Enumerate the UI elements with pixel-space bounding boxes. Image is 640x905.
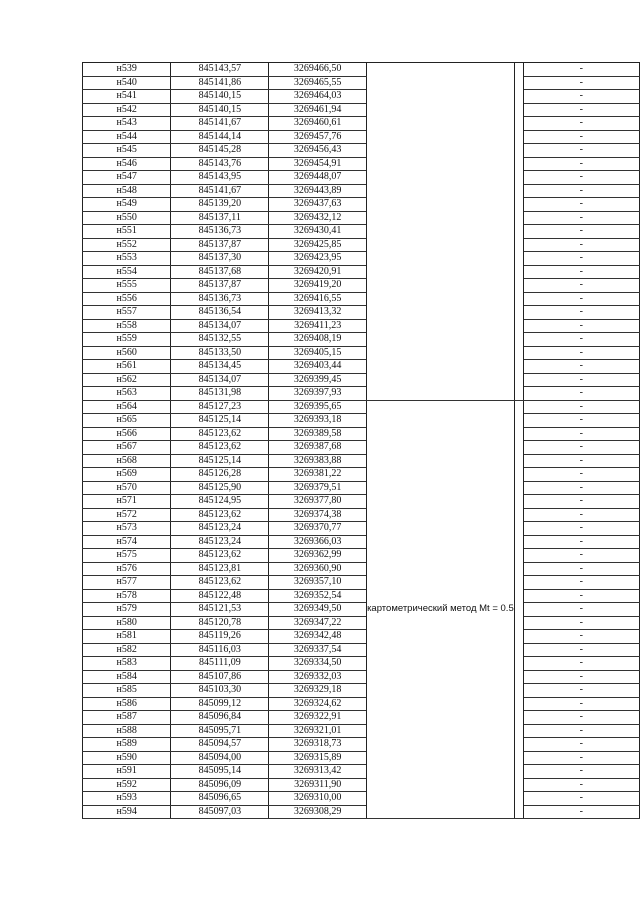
y-coordinate-cell: 3269448,07 [269, 171, 367, 185]
note-cell: - [523, 346, 639, 360]
y-coordinate-cell: 3269334,50 [269, 657, 367, 671]
y-coordinate-cell: 3269329,18 [269, 684, 367, 698]
table-row [83, 535, 640, 549]
y-coordinate-cell: 3269395,65 [269, 400, 367, 414]
table-row [83, 130, 640, 144]
y-coordinate-cell: 3269457,76 [269, 130, 367, 144]
table-row [83, 468, 640, 482]
x-coordinate-cell: 845121,53 [171, 603, 269, 617]
x-coordinate-cell: 845143,95 [171, 171, 269, 185]
table-row [83, 265, 640, 279]
note-cell: - [523, 792, 639, 806]
point-id-cell: н553 [83, 252, 171, 266]
table-row [83, 549, 640, 563]
table-row [83, 711, 640, 725]
note-cell: - [523, 225, 639, 239]
x-coordinate-cell: 845123,62 [171, 508, 269, 522]
point-id-cell: н587 [83, 711, 171, 725]
y-coordinate-cell: 3269437,63 [269, 198, 367, 212]
note-cell: - [523, 751, 639, 765]
y-coordinate-cell: 3269337,54 [269, 643, 367, 657]
y-coordinate-cell: 3269411,23 [269, 319, 367, 333]
x-coordinate-cell: 845097,03 [171, 805, 269, 819]
note-cell: - [523, 562, 639, 576]
table-row [83, 333, 640, 347]
x-coordinate-cell: 845111,09 [171, 657, 269, 671]
x-coordinate-cell: 845136,73 [171, 225, 269, 239]
table-row [83, 697, 640, 711]
y-coordinate-cell: 3269461,94 [269, 103, 367, 117]
table-row [83, 562, 640, 576]
x-coordinate-cell: 845096,65 [171, 792, 269, 806]
x-coordinate-cell: 845134,07 [171, 373, 269, 387]
note-cell: - [523, 603, 639, 617]
x-coordinate-cell: 845134,07 [171, 319, 269, 333]
table-row [83, 751, 640, 765]
x-coordinate-cell: 845133,50 [171, 346, 269, 360]
x-coordinate-cell: 845125,14 [171, 414, 269, 428]
y-coordinate-cell: 3269419,20 [269, 279, 367, 293]
y-coordinate-cell: 3269321,01 [269, 724, 367, 738]
point-id-cell: н577 [83, 576, 171, 590]
coordinates-table-body [83, 63, 640, 819]
note-cell: - [523, 805, 639, 819]
x-coordinate-cell: 845123,62 [171, 427, 269, 441]
x-coordinate-cell: 845123,81 [171, 562, 269, 576]
y-coordinate-cell: 3269366,03 [269, 535, 367, 549]
table-row [83, 738, 640, 752]
point-id-cell: н545 [83, 144, 171, 158]
y-coordinate-cell: 3269387,68 [269, 441, 367, 455]
x-coordinate-cell: 845144,14 [171, 130, 269, 144]
note-cell: - [523, 130, 639, 144]
x-coordinate-cell: 845140,15 [171, 103, 269, 117]
table-row [83, 805, 640, 819]
y-coordinate-cell: 3269342,48 [269, 630, 367, 644]
note-cell: - [523, 765, 639, 779]
note-cell: - [523, 495, 639, 509]
note-cell: - [523, 184, 639, 198]
point-id-cell: н558 [83, 319, 171, 333]
note-cell: - [523, 549, 639, 563]
y-coordinate-cell: 3269315,89 [269, 751, 367, 765]
y-coordinate-cell: 3269352,54 [269, 589, 367, 603]
table-row [83, 522, 640, 536]
y-coordinate-cell: 3269374,38 [269, 508, 367, 522]
x-coordinate-cell: 845096,84 [171, 711, 269, 725]
table-row [83, 616, 640, 630]
point-id-cell: н539 [83, 63, 171, 77]
point-id-cell: н585 [83, 684, 171, 698]
note-cell: - [523, 90, 639, 104]
note-cell: - [523, 292, 639, 306]
y-coordinate-cell: 3269324,62 [269, 697, 367, 711]
note-cell: - [523, 265, 639, 279]
point-id-cell: н559 [83, 333, 171, 347]
point-id-cell: н543 [83, 117, 171, 131]
note-cell: - [523, 481, 639, 495]
table-row [83, 157, 640, 171]
point-id-cell: н563 [83, 387, 171, 401]
point-id-cell: н574 [83, 535, 171, 549]
note-cell: - [523, 535, 639, 549]
x-coordinate-cell: 845094,00 [171, 751, 269, 765]
y-coordinate-cell: 3269370,77 [269, 522, 367, 536]
note-cell: - [523, 211, 639, 225]
x-coordinate-cell: 845123,24 [171, 522, 269, 536]
x-coordinate-cell: 845141,67 [171, 117, 269, 131]
note-cell: - [523, 387, 639, 401]
point-id-cell: н561 [83, 360, 171, 374]
point-id-cell: н562 [83, 373, 171, 387]
x-coordinate-cell: 845132,55 [171, 333, 269, 347]
point-id-cell: н555 [83, 279, 171, 293]
y-coordinate-cell: 3269349,50 [269, 603, 367, 617]
table-row [83, 373, 640, 387]
table-row [83, 319, 640, 333]
x-coordinate-cell: 845116,03 [171, 643, 269, 657]
y-coordinate-cell: 3269311,90 [269, 778, 367, 792]
point-id-cell: н576 [83, 562, 171, 576]
x-coordinate-cell: 845134,45 [171, 360, 269, 374]
table-row [83, 171, 640, 185]
y-coordinate-cell: 3269423,95 [269, 252, 367, 266]
x-coordinate-cell: 845125,90 [171, 481, 269, 495]
note-cell: - [523, 279, 639, 293]
point-id-cell: н590 [83, 751, 171, 765]
point-id-cell: н594 [83, 805, 171, 819]
point-id-cell: н586 [83, 697, 171, 711]
note-cell: - [523, 643, 639, 657]
point-id-cell: н573 [83, 522, 171, 536]
gap-cell [514, 400, 523, 819]
note-cell: - [523, 252, 639, 266]
y-coordinate-cell: 3269322,91 [269, 711, 367, 725]
y-coordinate-cell: 3269389,58 [269, 427, 367, 441]
x-coordinate-cell: 845137,11 [171, 211, 269, 225]
y-coordinate-cell: 3269377,80 [269, 495, 367, 509]
point-id-cell: н569 [83, 468, 171, 482]
note-cell: - [523, 238, 639, 252]
point-id-cell: н582 [83, 643, 171, 657]
method-cell: картометрический метод Mt = 0.5 [367, 400, 515, 819]
note-cell: - [523, 360, 639, 374]
y-coordinate-cell: 3269362,99 [269, 549, 367, 563]
x-coordinate-cell: 845095,71 [171, 724, 269, 738]
method-cell [367, 63, 515, 401]
note-cell: - [523, 454, 639, 468]
y-coordinate-cell: 3269464,03 [269, 90, 367, 104]
note-cell: - [523, 468, 639, 482]
x-coordinate-cell: 845122,48 [171, 589, 269, 603]
table-row [83, 792, 640, 806]
point-id-cell: н584 [83, 670, 171, 684]
y-coordinate-cell: 3269466,50 [269, 63, 367, 77]
table-row [83, 346, 640, 360]
note-cell: - [523, 171, 639, 185]
table-row [83, 400, 640, 414]
note-cell: - [523, 63, 639, 77]
x-coordinate-cell: 845140,15 [171, 90, 269, 104]
x-coordinate-cell: 845137,87 [171, 238, 269, 252]
y-coordinate-cell: 3269425,85 [269, 238, 367, 252]
note-cell: - [523, 589, 639, 603]
y-coordinate-cell: 3269383,88 [269, 454, 367, 468]
point-id-cell: н575 [83, 549, 171, 563]
note-cell: - [523, 724, 639, 738]
y-coordinate-cell: 3269465,55 [269, 76, 367, 90]
table-row [83, 508, 640, 522]
note-cell: - [523, 103, 639, 117]
coordinates-table [82, 62, 640, 819]
x-coordinate-cell: 845123,24 [171, 535, 269, 549]
table-row [83, 90, 640, 104]
y-coordinate-cell: 3269318,73 [269, 738, 367, 752]
note-cell: - [523, 522, 639, 536]
note-cell: - [523, 508, 639, 522]
point-id-cell: н550 [83, 211, 171, 225]
y-coordinate-cell: 3269357,10 [269, 576, 367, 590]
x-coordinate-cell: 845127,23 [171, 400, 269, 414]
table-row [83, 387, 640, 401]
y-coordinate-cell: 3269332,03 [269, 670, 367, 684]
point-id-cell: н548 [83, 184, 171, 198]
note-cell: - [523, 198, 639, 212]
x-coordinate-cell: 845145,28 [171, 144, 269, 158]
table-row [83, 670, 640, 684]
point-id-cell: н541 [83, 90, 171, 104]
x-coordinate-cell: 845120,78 [171, 616, 269, 630]
note-cell: - [523, 630, 639, 644]
x-coordinate-cell: 845143,76 [171, 157, 269, 171]
x-coordinate-cell: 845136,73 [171, 292, 269, 306]
table-row [83, 765, 640, 779]
note-cell: - [523, 414, 639, 428]
point-id-cell: н549 [83, 198, 171, 212]
x-coordinate-cell: 845123,62 [171, 441, 269, 455]
note-cell: - [523, 306, 639, 320]
note-cell: - [523, 117, 639, 131]
table-row [83, 63, 640, 77]
note-cell: - [523, 333, 639, 347]
x-coordinate-cell: 845137,30 [171, 252, 269, 266]
table-row [83, 441, 640, 455]
point-id-cell: н565 [83, 414, 171, 428]
x-coordinate-cell: 845141,86 [171, 76, 269, 90]
x-coordinate-cell: 845103,30 [171, 684, 269, 698]
point-id-cell: н568 [83, 454, 171, 468]
y-coordinate-cell: 3269393,18 [269, 414, 367, 428]
x-coordinate-cell: 845107,86 [171, 670, 269, 684]
point-id-cell: н544 [83, 130, 171, 144]
table-row [83, 279, 640, 293]
y-coordinate-cell: 3269430,41 [269, 225, 367, 239]
note-cell: - [523, 697, 639, 711]
table-row [83, 117, 640, 131]
table-row [83, 306, 640, 320]
point-id-cell: н560 [83, 346, 171, 360]
y-coordinate-cell: 3269379,51 [269, 481, 367, 495]
point-id-cell: н578 [83, 589, 171, 603]
point-id-cell: н580 [83, 616, 171, 630]
y-coordinate-cell: 3269313,42 [269, 765, 367, 779]
note-cell: - [523, 76, 639, 90]
table-row [83, 414, 640, 428]
y-coordinate-cell: 3269381,22 [269, 468, 367, 482]
table-row [83, 103, 640, 117]
table-row [83, 576, 640, 590]
note-cell: - [523, 778, 639, 792]
gap-cell [514, 63, 523, 401]
table-row [83, 589, 640, 603]
point-id-cell: н564 [83, 400, 171, 414]
y-coordinate-cell: 3269360,90 [269, 562, 367, 576]
x-coordinate-cell: 845099,12 [171, 697, 269, 711]
y-coordinate-cell: 3269399,45 [269, 373, 367, 387]
note-cell: - [523, 144, 639, 158]
x-coordinate-cell: 845131,98 [171, 387, 269, 401]
point-id-cell: н579 [83, 603, 171, 617]
table-row [83, 76, 640, 90]
table-row [83, 778, 640, 792]
table-row [83, 657, 640, 671]
y-coordinate-cell: 3269408,19 [269, 333, 367, 347]
point-id-cell: н592 [83, 778, 171, 792]
x-coordinate-cell: 845119,26 [171, 630, 269, 644]
x-coordinate-cell: 845123,62 [171, 549, 269, 563]
x-coordinate-cell: 845136,54 [171, 306, 269, 320]
x-coordinate-cell: 845126,28 [171, 468, 269, 482]
table-row [83, 184, 640, 198]
point-id-cell: н566 [83, 427, 171, 441]
table-row [83, 427, 640, 441]
point-id-cell: н552 [83, 238, 171, 252]
point-id-cell: н571 [83, 495, 171, 509]
y-coordinate-cell: 3269347,22 [269, 616, 367, 630]
table-row [83, 238, 640, 252]
point-id-cell: н591 [83, 765, 171, 779]
note-cell: - [523, 657, 639, 671]
point-id-cell: н556 [83, 292, 171, 306]
table-row [83, 603, 640, 617]
table-row [83, 684, 640, 698]
table-row [83, 211, 640, 225]
point-id-cell: н589 [83, 738, 171, 752]
point-id-cell: н593 [83, 792, 171, 806]
point-id-cell: н567 [83, 441, 171, 455]
y-coordinate-cell: 3269416,55 [269, 292, 367, 306]
table-row [83, 630, 640, 644]
x-coordinate-cell: 845137,87 [171, 279, 269, 293]
y-coordinate-cell: 3269405,15 [269, 346, 367, 360]
note-cell: - [523, 711, 639, 725]
note-cell: - [523, 670, 639, 684]
x-coordinate-cell: 845125,14 [171, 454, 269, 468]
y-coordinate-cell: 3269454,91 [269, 157, 367, 171]
y-coordinate-cell: 3269310,00 [269, 792, 367, 806]
point-id-cell: н588 [83, 724, 171, 738]
y-coordinate-cell: 3269413,32 [269, 306, 367, 320]
y-coordinate-cell: 3269456,43 [269, 144, 367, 158]
note-cell: - [523, 576, 639, 590]
table-row [83, 198, 640, 212]
table-row [83, 292, 640, 306]
point-id-cell: н557 [83, 306, 171, 320]
y-coordinate-cell: 3269432,12 [269, 211, 367, 225]
table-row [83, 225, 640, 239]
point-id-cell: н542 [83, 103, 171, 117]
x-coordinate-cell: 845141,67 [171, 184, 269, 198]
point-id-cell: н570 [83, 481, 171, 495]
x-coordinate-cell: 845095,14 [171, 765, 269, 779]
table-row [83, 360, 640, 374]
x-coordinate-cell: 845123,62 [171, 576, 269, 590]
y-coordinate-cell: 3269443,89 [269, 184, 367, 198]
note-cell: - [523, 400, 639, 414]
y-coordinate-cell: 3269420,91 [269, 265, 367, 279]
note-cell: - [523, 616, 639, 630]
x-coordinate-cell: 845143,57 [171, 63, 269, 77]
x-coordinate-cell: 845096,09 [171, 778, 269, 792]
x-coordinate-cell: 845139,20 [171, 198, 269, 212]
note-cell: - [523, 319, 639, 333]
point-id-cell: н547 [83, 171, 171, 185]
table-row [83, 643, 640, 657]
point-id-cell: н546 [83, 157, 171, 171]
table-row [83, 481, 640, 495]
table-row [83, 495, 640, 509]
y-coordinate-cell: 3269460,61 [269, 117, 367, 131]
note-cell: - [523, 157, 639, 171]
point-id-cell: н572 [83, 508, 171, 522]
x-coordinate-cell: 845094,57 [171, 738, 269, 752]
note-cell: - [523, 738, 639, 752]
point-id-cell: н583 [83, 657, 171, 671]
table-row [83, 454, 640, 468]
note-cell: - [523, 373, 639, 387]
y-coordinate-cell: 3269397,93 [269, 387, 367, 401]
table-row [83, 144, 640, 158]
note-cell: - [523, 427, 639, 441]
y-coordinate-cell: 3269403,44 [269, 360, 367, 374]
y-coordinate-cell: 3269308,29 [269, 805, 367, 819]
note-cell: - [523, 684, 639, 698]
table-row [83, 724, 640, 738]
point-id-cell: н581 [83, 630, 171, 644]
x-coordinate-cell: 845124,95 [171, 495, 269, 509]
point-id-cell: н551 [83, 225, 171, 239]
table-row [83, 252, 640, 266]
point-id-cell: н554 [83, 265, 171, 279]
point-id-cell: н540 [83, 76, 171, 90]
x-coordinate-cell: 845137,68 [171, 265, 269, 279]
note-cell: - [523, 441, 639, 455]
